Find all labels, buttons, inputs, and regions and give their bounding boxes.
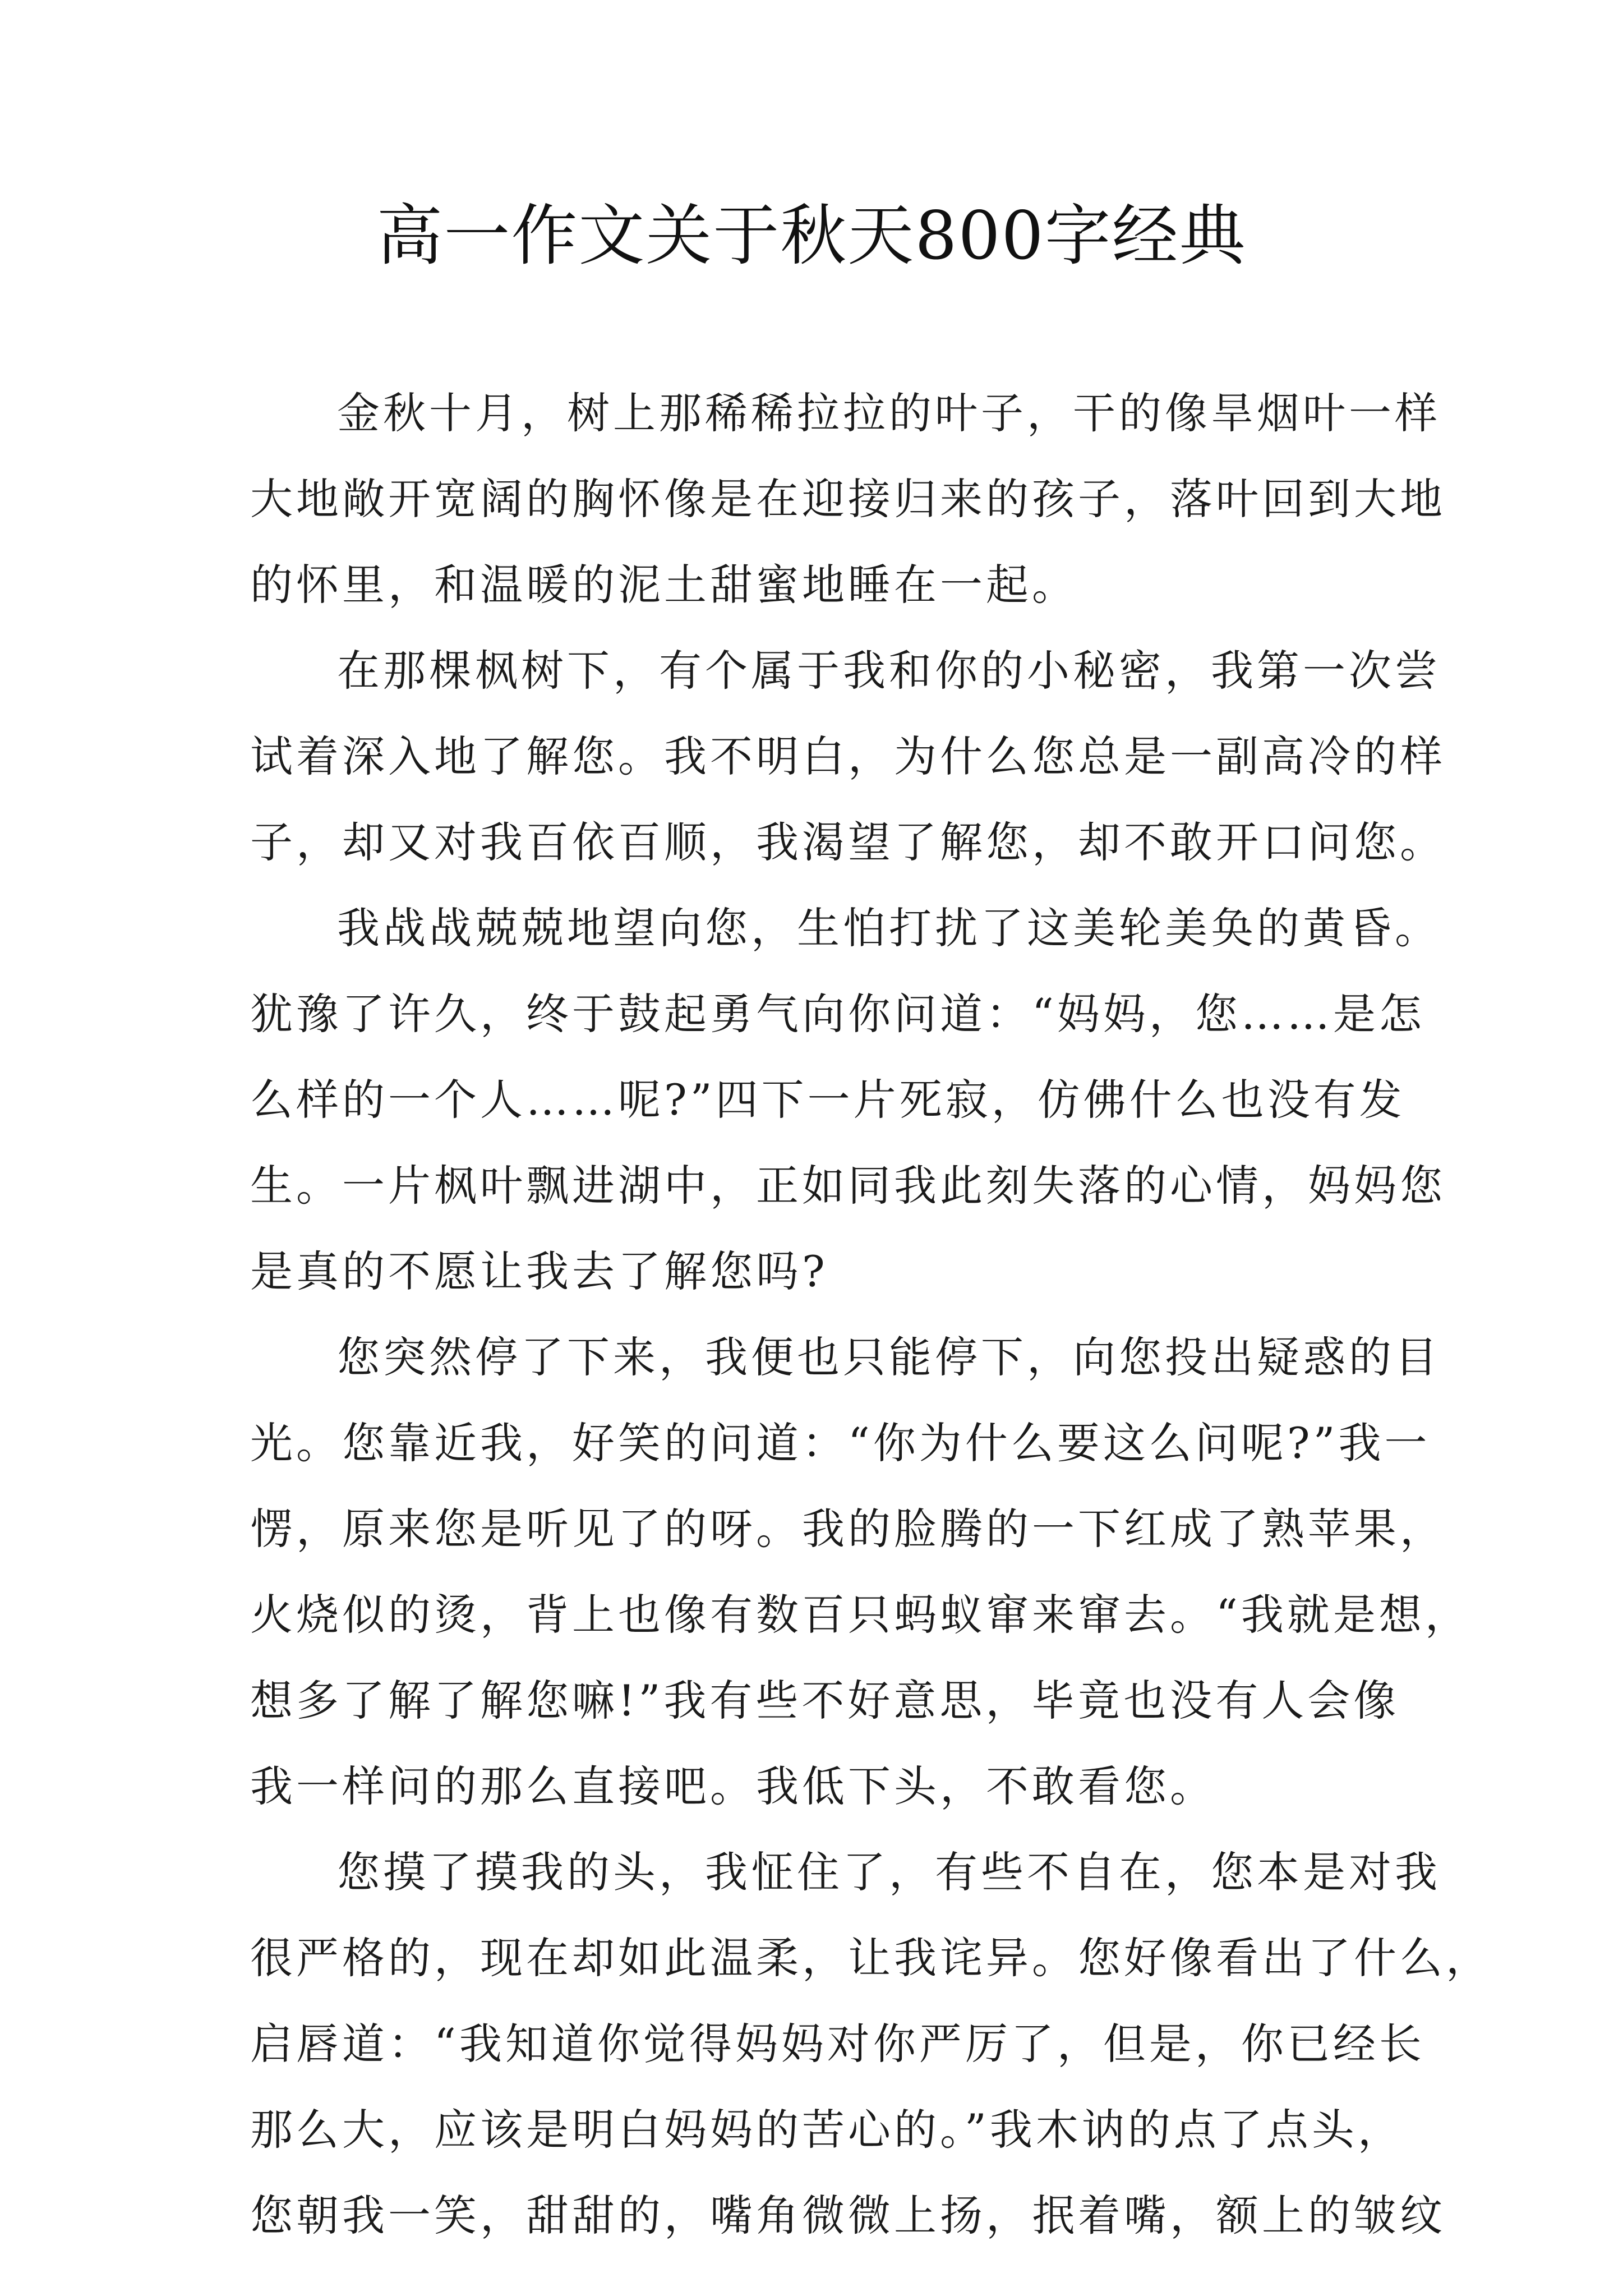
text-line: 我一样问的那么直接吧。我低下头，不敢看您。 [250, 1761, 1216, 1811]
text-line: 您摸了摸我的头，我怔住了，有些不自在，您本是对我 [337, 1847, 1441, 1897]
text-line: 生。一片枫叶飘进湖中，正如同我此刻失落的心情，妈妈您 [250, 1161, 1446, 1211]
text-line: 试着深入地了解您。我不明白，为什么您总是一副高冷的样 [250, 731, 1446, 781]
text-line: 火烧似的烫，背上也像有数百只蚂蚁窜来窜去。“我就是想， [250, 1590, 1471, 1640]
text-line: 很严格的，现在却如此温柔，让我诧异。您好像看出了什么， [250, 1933, 1492, 1983]
text-line: 愣，原来您是听见了的呀。我的脸腾的一下红成了熟苹果， [250, 1504, 1446, 1554]
text-line: 的怀里，和温暖的泥土甜蜜地睡在一起。 [250, 560, 1078, 610]
text-line: 我战战兢兢地望向您，生怕打扰了这美轮美奂的黄昏。 [337, 903, 1441, 953]
text-line: 那么大，应该是明白妈妈的苦心的。”我木讷的点了点头， [250, 2105, 1404, 2155]
document-title: 高一作文关于秋天800字经典 [376, 197, 1247, 274]
text-line: 启唇道：“我知道你觉得妈妈对你严厉了，但是，你已经长 [250, 2019, 1425, 2069]
text-line: 您朝我一笑，甜甜的，嘴角微微上扬，抿着嘴，额上的皱纹 [250, 2191, 1446, 2240]
text-line: 光。您靠近我，好笑的问道：“你为什么要这么问呢?”我一 [250, 1418, 1431, 1468]
essay-body [250, 370, 1492, 2258]
text-line: 金秋十月，树上那稀稀拉拉的叶子，干的像旱烟叶一样 [337, 388, 1441, 438]
text-line: 么样的一个人……呢?”四下一片死寂，仿佛什么也没有发 [250, 1075, 1405, 1125]
text-line: 想多了解了解您嘛!”我有些不好意思，毕竟也没有人会像 [250, 1676, 1400, 1726]
text-line: 您突然停了下来，我便也只能停下，向您投出疑惑的目 [337, 1332, 1441, 1382]
text-line: 子，却又对我百依百顺，我渴望了解您，却不敢开口问您。 [250, 817, 1446, 867]
text-line: 大地敞开宽阔的胸怀像是在迎接归来的孩子，落叶回到大地 [250, 474, 1446, 524]
text-line: 是真的不愿让我去了解您吗? [250, 1246, 828, 1296]
text-line: 犹豫了许久，终于鼓起勇气向你问道：“妈妈，您……是怎 [250, 989, 1425, 1039]
text-line: 在那棵枫树下，有个属于我和你的小秘密，我第一次尝 [337, 646, 1441, 696]
